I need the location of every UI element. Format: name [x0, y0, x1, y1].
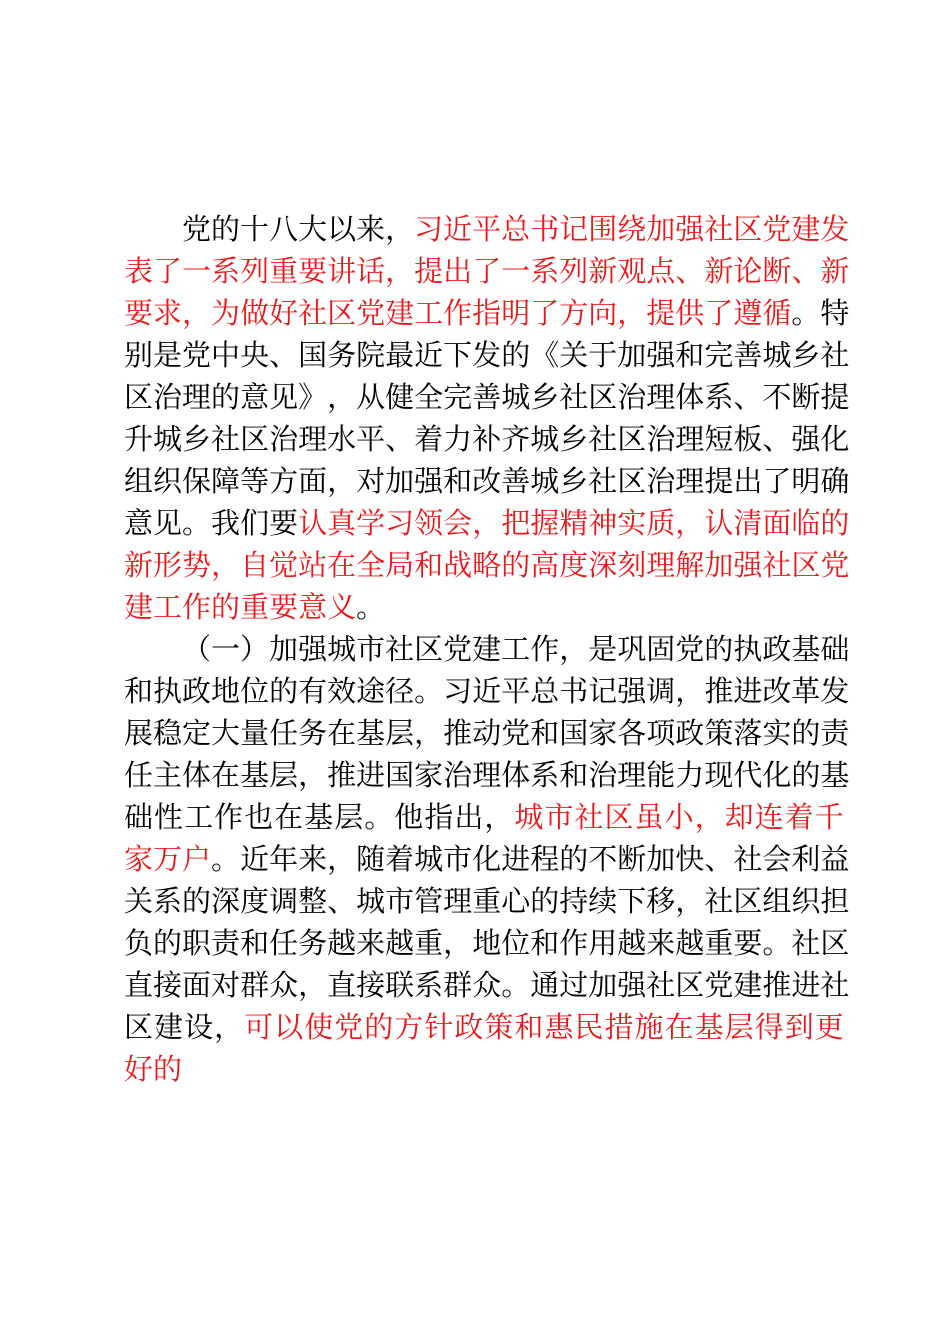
- text-line: 建 工 作 的 重 要 意 义 。: [124, 590, 386, 624]
- text-line: 区 治 理 的 意 见 》 ， 从 健 全 完 善 城 乡 社 区 治 理 体 系 、 不 断 提: [124, 380, 850, 414]
- text-line: 负 的 职 责 和 任 务 越 来 越 重 ， 地 位 和 作 用 越 来 越 重 要 。 社 区: [124, 926, 850, 960]
- text-line: 和 执 政 地 位 的 有 效 途 径 。 习 近 平 总 书 记 强 调 ， 推 进 改 革 发: [124, 674, 850, 708]
- text-line: 关 系 的 深 度 调 整 、 城 市 管 理 重 心 的 持 续 下 移 ， 社 区 组 织 担: [124, 884, 850, 918]
- text-line: 家 万 户 。 近 年 来 ， 随 着 城 市 化 进 程 的 不 断 加 快 、 社 会 利 益: [124, 842, 850, 876]
- text-line: 展 稳 定 大 量 任 务 在 基 层 ， 推 动 党 和 国 家 各 项 政 策 落 实 的 责: [124, 716, 850, 750]
- text-line: 区 建 设 ， 可 以 使 党 的 方 针 政 策 和 惠 民 措 施 在 基 层 得 到 更: [124, 1010, 844, 1044]
- paragraph: [124, 208, 850, 628]
- document-body: [124, 208, 850, 1090]
- text-line: 任 主 体 在 基 层 ， 推 进 国 家 治 理 体 系 和 治 理 能 力 现 代 化 的 基: [124, 758, 850, 792]
- text-line: 组 织 保 障 等 方 面 ， 对 加 强 和 改 善 城 乡 社 区 治 理 提 出 了 明 确: [124, 464, 850, 498]
- text-line: 党 的 十 八 大 以 来 ， 习 近 平 总 书 记 围 绕 加 强 社 区 党 建 发: [182, 212, 850, 246]
- text-line: 意 见 。 我 们 要 认 真 学 习 领 会 ， 把 握 精 神 实 质 ， 认 清 面 临 的: [124, 506, 850, 540]
- paragraph: [124, 628, 850, 1090]
- text-line: （ 一 ） 加 强 城 市 社 区 党 建 工 作 ， 是 巩 固 党 的 执 政 基 础: [182, 632, 850, 666]
- text-line: 升 城 乡 社 区 治 理 水 平 、 着 力 补 齐 城 乡 社 区 治 理 短 板 、 强 化: [124, 422, 850, 456]
- text-line: 好 的: [124, 1052, 183, 1086]
- text-line: 础 性 工 作 也 在 基 层 。 他 指 出 ， 城 市 社 区 虽 小 ， 却 连 着 千: [124, 800, 844, 834]
- text-line: 别 是 党 中 央 、 国 务 院 最 近 下 发 的 《 关 于 加 强 和 完 善 城 乡 社: [124, 338, 850, 372]
- text-line: 新 形 势 ， 自 觉 站 在 全 局 和 战 略 的 高 度 深 刻 理 解 加 强 社 区 党: [124, 548, 850, 582]
- text-line: 要 求 ， 为 做 好 社 区 党 建 工 作 指 明 了 方 向 ， 提 供 了 遵 循 。 特: [124, 296, 850, 330]
- text-line: 直 接 面 对 群 众 ， 直 接 联 系 群 众 。 通 过 加 强 社 区 党 建 推 进 社: [124, 968, 850, 1002]
- text-line: 表 了 一 系 列 重 要 讲 话 ， 提 出 了 一 系 列 新 观 点 、 新 论 断 、 新: [124, 254, 850, 288]
